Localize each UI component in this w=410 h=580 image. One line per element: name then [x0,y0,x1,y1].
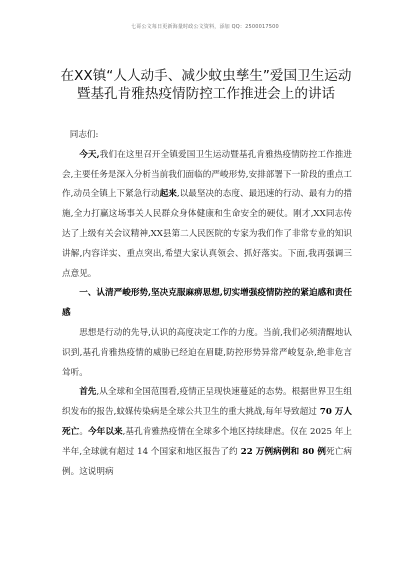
greeting: 同志们: [69,130,99,140]
section-heading: 一、认清严峻形势,坚决克服麻痹思想,切实增强疫情防控的紧迫感和责任感 [62,288,352,319]
paragraph-first [62,383,352,482]
paragraph-text: ,基孔肯雅热疫情在全球 [122,426,213,437]
header-note: 七哥公文每日更新海量时政公文资料，添加 QQ：2500017500 [131,24,279,30]
bold-text: 22 万例病例和 80 例 [237,446,327,457]
document-title: 在XX镇“人人动手、减少蚊虫孳生”爱国卫生运动暨基孔肯雅热疫情防控工作推进会上的讲话 [60,68,352,102]
paragraph-text: 多个地区持续肆虐 [212,426,282,437]
document-body [62,126,352,482]
paragraph-lead: 今天, [79,149,100,160]
paragraph-text: 死亡病例。这说明病 [62,446,352,477]
paragraph-text: 。仅在 2025 年上半年,全球就有超过 14 个国家和地区报告了约 [62,426,352,457]
bold-text: 起来 [159,189,177,200]
paragraph-intro [62,146,352,285]
paragraph-lead: 首先 [79,387,97,398]
bold-text: 今年以来 [88,426,123,437]
bold-text: 70 万人死亡 [62,407,352,437]
paragraph-thinking: 思想是行动的先导,认识的高度决定工作的力度。当前,我们必须清醒地认识到,基孔肯雅热疫情的威胁已经迫在眉睫,防控形势异常严峻复杂,绝非危言耸听。 [62,327,352,378]
paragraph-text: 我们在这里召开全镇爱国卫生运动暨基孔肯雅热疫情防控工作推进会,主要任务是深入分析当前我们面临的严峻形势,安排部署下一阶段的重点工作,动员全镇上下紧急行动 [62,149,352,200]
paragraph-text: 。 [79,426,88,437]
paragraph-text: ,从全球和全国范围看,疫情正呈现快速蔓延的态势。根据世界卫生组织发布的报告,蚊媒传染病是全球公共卫生的重大挑战,每年导致超过 [62,387,352,418]
paragraph-text: ,以最坚决的态度、最迅速的行动、最有力的措施,全力打赢这场事关人民群众身体健康和生命安全的硬仗。刚才,XX同志传达了上级有关会议精神,XX县第二人民医院的专家为我们作了非常专业的知识讲解,内容详实、重点突出,希望大家认真领会、抓好落实。下面,我再强调三点意见。 [62,189,352,279]
